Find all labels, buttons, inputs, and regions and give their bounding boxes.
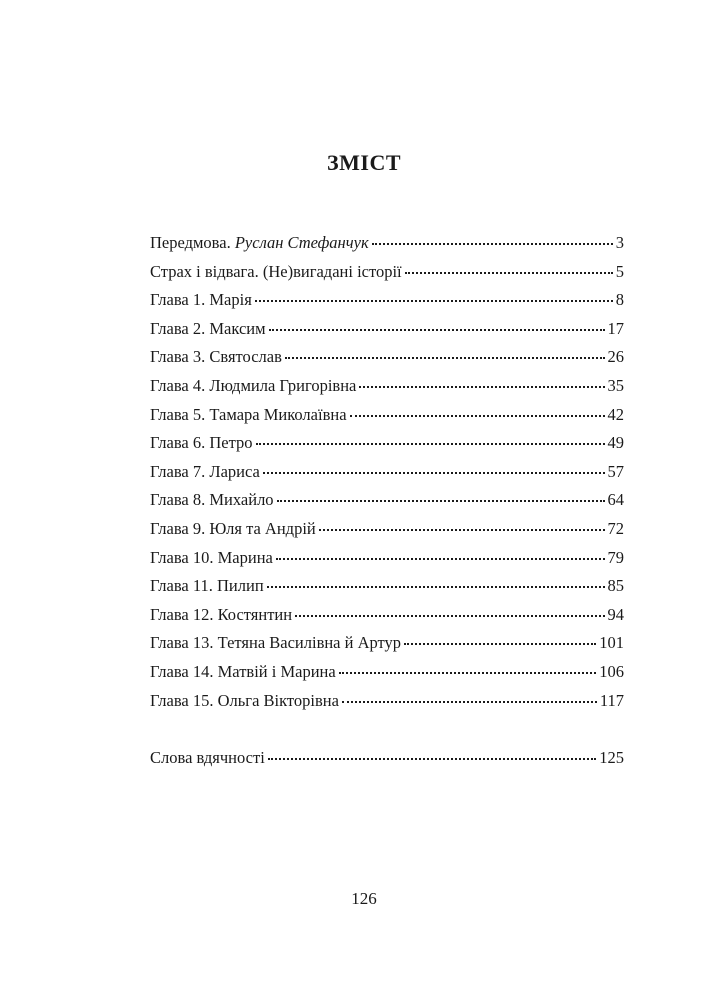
toc-entry-label: Глава 15. Ольга Вікторівна	[150, 690, 339, 710]
toc-entry-label: Глава 4. Людмила Григорівна	[150, 375, 357, 395]
toc-entry-page: 8	[615, 290, 624, 310]
toc-entry-intro	[150, 258, 624, 287]
toc-entry-page: 85	[607, 576, 624, 596]
toc-entry-label: Глава 8. Михайло	[150, 490, 274, 510]
dot-leader	[372, 242, 613, 245]
toc-entry-label: Глава 1. Марія	[150, 290, 252, 310]
toc-entry-chapter-6	[150, 429, 624, 458]
dot-leader	[263, 471, 605, 474]
toc-entry-chapter-5	[150, 401, 624, 430]
toc-entry-chapter-15	[150, 687, 624, 716]
toc-entry-page: 49	[607, 433, 624, 453]
toc-title: ЗМІСТ	[327, 150, 401, 175]
toc-entry-label: Глава 13. Тетяна Василівна й Артур	[150, 633, 402, 653]
toc-entry-acknowledgements	[150, 744, 624, 773]
toc-entry-chapter-12	[150, 601, 624, 630]
toc-entry-chapter-11	[150, 572, 624, 601]
toc-entry-label: Глава 2. Максим	[150, 318, 266, 338]
toc-entry-page: 26	[607, 347, 624, 367]
toc-entry-chapter-1	[150, 286, 624, 315]
dot-leader	[277, 499, 605, 502]
dot-leader	[255, 299, 613, 302]
toc-entry-page: 57	[607, 461, 624, 481]
toc-entry-page: 125	[599, 748, 624, 768]
toc-entry-chapter-7	[150, 458, 624, 487]
toc-entry-author: Руслан Стефанчук	[234, 233, 369, 252]
toc-entry-page: 94	[607, 604, 624, 624]
table-of-contents	[150, 229, 624, 773]
toc-entry-page: 117	[599, 690, 624, 710]
toc-entry-chapter-10	[150, 544, 624, 573]
dot-leader	[350, 414, 605, 417]
toc-entry-chapter-3	[150, 343, 624, 372]
toc-entry-chapter-14	[150, 658, 624, 687]
toc-entry-label: Глава 5. Тамара Миколаївна	[150, 404, 347, 424]
toc-entry-chapter-9	[150, 515, 624, 544]
dot-leader	[404, 642, 596, 645]
toc-entry-page: 106	[599, 661, 624, 681]
toc-entry-label: Глава 11. Пилип	[150, 576, 264, 596]
dot-leader	[267, 585, 605, 588]
dot-leader	[256, 442, 605, 445]
toc-entry-page: 64	[607, 490, 624, 510]
toc-entry-chapter-13	[150, 629, 624, 658]
dot-leader	[359, 385, 604, 388]
dot-leader	[295, 614, 604, 617]
toc-entry-page: 35	[607, 375, 624, 395]
toc-entry-page: 42	[607, 404, 624, 424]
toc-entry-page: 3	[615, 233, 624, 252]
dot-leader	[405, 271, 613, 274]
dot-leader	[342, 700, 597, 703]
toc-entry-label: Слова вдячності	[150, 748, 265, 768]
dot-leader	[269, 328, 605, 331]
toc-entry-page: 72	[607, 518, 624, 538]
toc-entry-page: 5	[615, 261, 624, 281]
dot-leader	[268, 757, 596, 760]
toc-entry-label: Глава 3. Святослав	[150, 347, 282, 367]
toc-entry-label: Глава 7. Лариса	[150, 461, 260, 481]
toc-entry-label: Глава 6. Петро	[150, 433, 253, 453]
toc-entry-label: Глава 9. Юля та Андрій	[150, 518, 316, 538]
toc-entry-page: 79	[607, 547, 624, 567]
toc-entry-foreword	[150, 229, 624, 258]
dot-leader	[285, 356, 605, 359]
toc-entry-page: 17	[607, 318, 624, 338]
page-number: 126	[351, 889, 377, 908]
toc-entry-chapter-4	[150, 372, 624, 401]
dot-leader	[319, 528, 605, 531]
toc-entry-label: Глава 12. Костянтин	[150, 604, 293, 624]
toc-entry-page: 101	[599, 633, 624, 653]
toc-entry-chapter-8	[150, 486, 624, 515]
dot-leader	[276, 557, 605, 560]
dot-leader	[339, 671, 597, 674]
toc-entry-label: Глава 10. Марина	[150, 547, 273, 567]
toc-entry-label: Страх і відвага. (Не)вигадані історії	[150, 261, 402, 281]
toc-entry-label: Глава 14. Матвій і Марина	[150, 661, 336, 681]
toc-entry-label: Передмова. Руслан Стефанчук	[150, 233, 369, 252]
toc-entry-chapter-2	[150, 315, 624, 344]
